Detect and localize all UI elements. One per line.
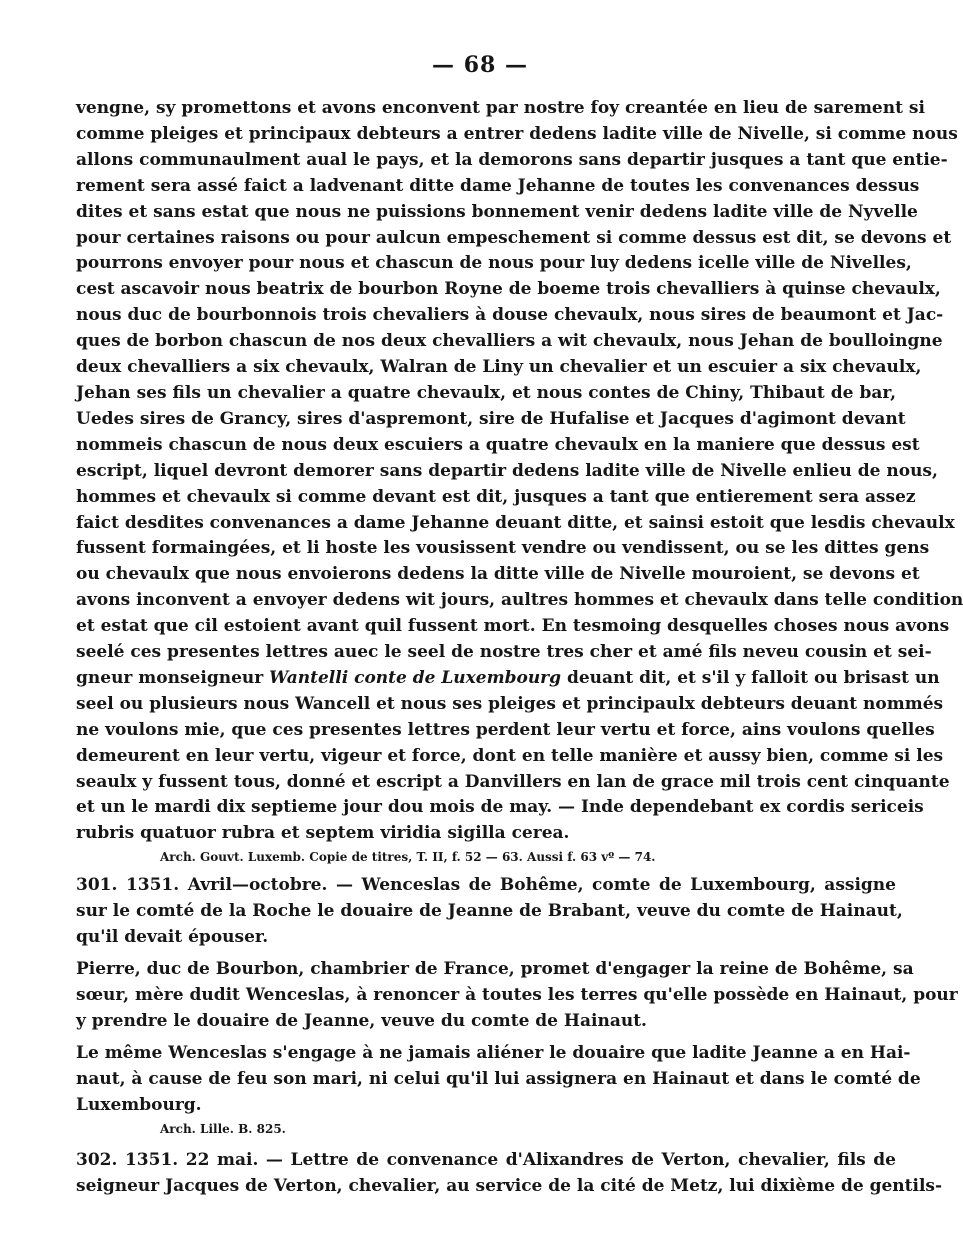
text-line: deux chevalliers a six chevaulx, Walran de Liny un chevalier et un escuier a six chevaulx, xyxy=(76,357,922,378)
text-line: pourrons envoyer pour nous et chascun de nous pour luy dedens icelle ville de Nivelles, xyxy=(76,253,912,274)
text-line: seel ou plusieurs nous Wancell et nous ses pleiges et principaulx debteurs deuant nommés xyxy=(76,693,944,714)
archive-reference: Arch. Lille. B. 825. xyxy=(160,1122,286,1137)
text-line: pour certaines raisons ou pour aulcun empeschement si comme dessus est dit, se devons et xyxy=(76,227,952,248)
text-line: et un le mardi dix septieme jour dou mois de may. — Inde dependebant ex cordis sericeis xyxy=(76,797,924,818)
text-line: rubris quatuor rubra et septem viridia sigilla cerea. xyxy=(76,823,570,844)
text-line: seigneur Jacques de Verton, chevalier, au service de la cité de Metz, lui dixième de gentils- xyxy=(76,1176,943,1197)
text-line: vengne, sy promettons et avons enconvent par nostre foy creantée en lieu de sarement si xyxy=(76,98,925,118)
entry-paragraph xyxy=(76,1041,921,1119)
text-line: ques de borbon chascun de nos deux chevalliers a wit chevaulx, nous Jehan de boulloingne xyxy=(76,331,943,352)
text-line: dites et sans estat que nous ne puissions bonnement venir dedens ladite ville de Nyvelle xyxy=(76,201,918,222)
text-line: y prendre le douaire de Jeanne, veuve du comte de Hainaut. xyxy=(76,1010,647,1031)
text-segment: gneur monseigneur xyxy=(76,667,270,688)
text-line: nous duc de bourbonnois trois chevaliers à douse chevaulx, nous sires de beaumont et Jac- xyxy=(76,305,944,326)
text-line: comme pleiges et principaux debteurs a entrer dedens ladite ville de Nivelle, si comme nous xyxy=(76,123,958,144)
text-line: seaulx y fussent tous, donné et escript a Danvillers en lan de grace mil trois cent cinquante xyxy=(76,771,950,792)
text-line: cest ascavoir nous beatrix de bourbon Royne de boeme trois chevalliers à quinse chevaulx, xyxy=(76,279,941,300)
text-line: demeurent en leur vertu, vigeur et force, dont en telle manière et aussy bien, comme si les xyxy=(76,745,944,766)
text-line: et estat que cil estoient avant quil fussent mort. En tesmoing desquelles choses nous avons xyxy=(76,616,950,637)
text-line: ou chevaulx que nous envoierons dedens la ditte ville de Nivelle mouroient, se devons et xyxy=(76,564,920,585)
text-line: nommeis chascun de nous deux escuiers a quatre chevaulx en la maniere que dessus est xyxy=(76,434,920,455)
text-segment: deuant dit, et s'il y falloit ou brisast un xyxy=(561,667,940,688)
entry-302 xyxy=(76,1148,943,1200)
text-line: avons inconvent a envoyer dedens wit jours, aultres hommes et chevaulx dans telle condition xyxy=(76,590,963,611)
text-line: fussent formaingées, et li hoste les vousissent vendre ou vendissent, ou se les dittes gens xyxy=(76,538,930,559)
charter-text xyxy=(76,96,963,847)
text-line: Jehan ses fils un chevalier a quatre chevaulx, et nous contes de Chiny, Thibaut de bar, xyxy=(76,382,896,403)
italic-name: Wantelli conte de Luxembourg xyxy=(269,667,562,688)
text-line: seelé ces presentes lettres auec le seel de nostre tres cher et amé fils neveu cousin et sei- xyxy=(76,642,932,663)
text-line: hommes et chevaulx si comme devant est dit, jusques a tant que entierement sera assez xyxy=(76,486,916,507)
entry-paragraph xyxy=(76,873,903,951)
entry-301 xyxy=(76,873,958,1140)
entry-paragraph xyxy=(76,957,958,1035)
page-number: — 68 — xyxy=(432,52,528,78)
text-line: sur le comté de la Roche le douaire de Jeanne de Brabant, veuve du comte de Hainaut, xyxy=(76,901,903,922)
text-line: Uedes sires de Grancy, sires d'aspremont, sire de Hufalise et Jacques d'agimont devant xyxy=(76,408,906,429)
text-line: Pierre, duc de Bourbon, chambrier de France, promet d'engager la reine de Bohême, sa xyxy=(76,959,914,979)
text-line: 301. 1351. Avril—octobre. — Wenceslas de Bohême, comte de Luxembourg, assigne xyxy=(76,875,896,896)
text-line: Le même Wenceslas s'engage à ne jamais aliéner le douaire que ladite Jeanne a en Hai- xyxy=(76,1042,911,1063)
text-line: sœur, mère dudit Wenceslas, à renoncer à toutes les terres qu'elle possède en Hainaut, pour xyxy=(76,984,958,1005)
text-line: rement sera assé faict a ladvenant ditte dame Jehanne de toutes les convenances dessus xyxy=(76,175,920,196)
text-line: qu'il devait épouser. xyxy=(76,927,269,948)
text-line: allons communaulment aual le pays, et la demorons sans departir jusques a tant que entie- xyxy=(76,149,948,170)
text-line: ne voulons mie, que ces presentes lettres perdent leur vertu et force, ains voulons quelles xyxy=(76,719,935,740)
text-line: Luxembourg. xyxy=(76,1094,202,1115)
text-line-with-italic xyxy=(76,666,940,692)
text-line: 302. 1351. 22 mai. — Lettre de convenance d'Alixandres de Verton, chevalier, fils de xyxy=(76,1150,896,1171)
text-line: faict desdites convenances a dame Jehanne deuant ditte, et sainsi estoit que lesdis chevaulx xyxy=(76,512,955,533)
archive-reference: Arch. Gouvt. Luxemb. Copie de titres, T. II, f. 52 — 63. Aussi f. 63 vº — 74. xyxy=(160,850,656,865)
text-line: escript, liquel devront demorer sans departir dedens ladite ville de Nivelle enlieu de nous, xyxy=(76,460,938,481)
text-line: naut, à cause de feu son mari, ni celui qu'il lui assignera en Hainaut et dans le comté de xyxy=(76,1068,921,1089)
page-body xyxy=(76,96,963,1200)
